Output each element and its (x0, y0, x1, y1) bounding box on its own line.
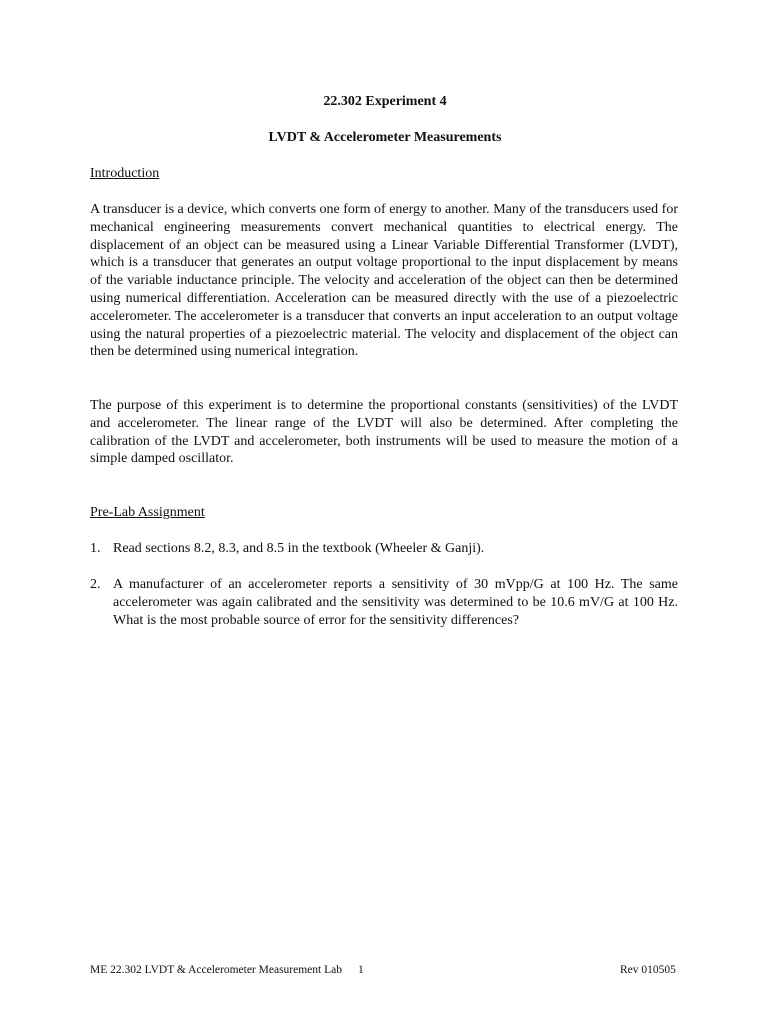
document-subtitle: LVDT & Accelerometer Measurements (268, 130, 502, 145)
footer-course: ME 22.302 LVDT & Accelerometer Measurement Lab (90, 964, 342, 976)
prelab-item-2 (90, 576, 678, 629)
prelab-item-number: 1. (90, 541, 101, 556)
footer-revision: Rev 010505 (620, 964, 676, 976)
prelab-item-text: A manufacturer of an accelerometer reports a sensitivity of 30 mVpp/G at 100 Hz. The same accelerometer was again calibrated and the sensitivity was determined to be 10.6 mV/G at 100 Hz. What is the most probable source of error for the sensitivity differences? (113, 577, 678, 628)
introduction-heading: Introduction (90, 166, 160, 181)
prelab-item-text: Read sections 8.2, 8.3, and 8.5 in the textbook (Wheeler & Ganji). (113, 541, 485, 556)
prelab-item-number: 2. (90, 577, 101, 592)
document-title: 22.302 Experiment 4 (323, 94, 447, 109)
prelab-item-1 (90, 540, 678, 558)
prelab-heading: Pre-Lab Assignment (90, 505, 205, 520)
introduction-paragraph-2: The purpose of this experiment is to determine the proportional constants (sensitivities) of the LVDT and accelerometer. The linear range of the LVDT will also be determined. After completing the calibration of the LVDT and accelerometer, both instruments will be used to measure the motion of a simple damped oscillator. (90, 398, 678, 467)
introduction-paragraph-1: A transducer is a device, which converts one form of energy to another. Many of the transducers used for mechanical engineering measurements convert mechanical quantities to electrical energy. The displacement of an object can be measured using a Linear Variable Differential Transformer (LVDT), which is a transducer that generates an output voltage proportional to the input displacement by means of the variable inductance principle. The velocity and acceleration of the object can then be determined using numerical differentiation. Acceleration can be measured directly with the use of a piezoelectric accelerometer. The accelerometer is a transducer that converts an input acceleration to an output voltage using the natural properties of a piezoelectric material. The velocity and displacement of the object can then be determined using numerical integration. (90, 202, 678, 360)
footer-page-number: 1 (358, 964, 364, 976)
